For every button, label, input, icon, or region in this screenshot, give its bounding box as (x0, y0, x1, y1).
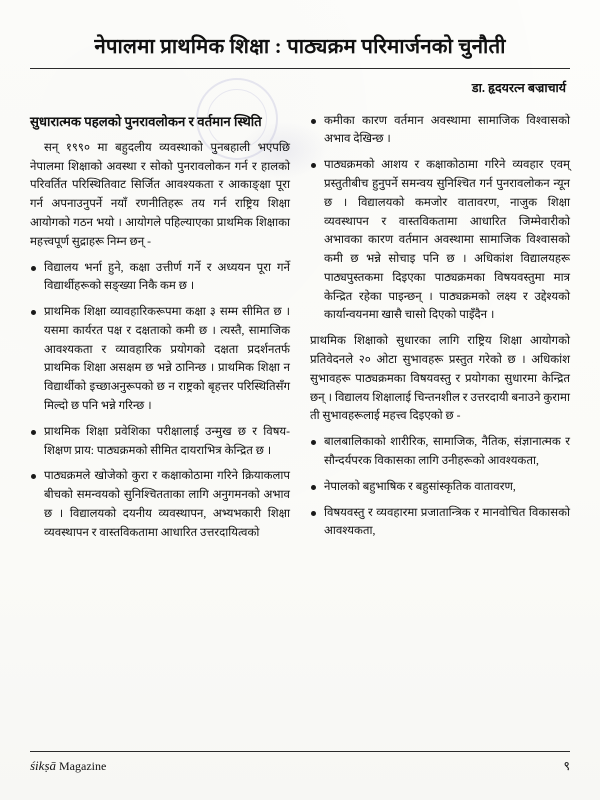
list-item: विद्यालय भर्ना हुने, कक्षा उत्तीर्ण गर्ने र अध्ययन पूरा गर्ने विद्यार्थीहरूको सङ्ख्या निकै कम छ । (30, 259, 290, 297)
intro-paragraph: सन् १९९० मा बहुदलीय व्यवस्थाको पुनबहाली भएपछि नेपालमा शिक्षाको अवस्था र सोको पुनरावलोकन गर्न र हालको परिवर्तित परिस्थितिवाट सिर्जित आवश्यकता र आकाङ्क्षा पूरा गर्न अपनाउनुपर्ने नयाँ रणनीतिहरू तय गर्न राष्ट्रिय शिक्षा आयोगको गठन भयो । आयोगले पहिल्याएका प्राथमिक शिक्षाका महत्त्वपूर्ण सुद्राहरू निम्न छन् - (30, 140, 290, 248)
list-item: पाठ्यक्रमको आशय र कक्षाकोठामा गरिने व्यवहार एवम् प्रस्तुतीबीच हुनुपर्ने समन्वय सुनिश्चित गर्न पुनरावलोकन न्यून छ । विद्यालयको कमजोर वातावरण, नाजुक शिक्षा व्यवस्थापन र वास्तविकतामा आधारित जिम्मेवारीको अभावका कारण वर्तमान अवस्थामा सामाजिक विश्वासको कमी छ भन्ने सोचाइ पनि छ । अधिकांश विद्यालयहरू पाठ्यपुस्तकमा दिइएका पाठ्यक्रमका विषयवस्तुमा मात्र केन्द्रित रहेका पाइन्छन् । पाठ्यक्रमको लक्ष्य र उद्देश्यको कार्यान्वयनमा खासै चासो दिएको पाइँदैन । (310, 156, 570, 325)
list-item: प्राथमिक शिक्षा व्यावहारिकरूपमा कक्षा ३ सम्म सीमित छ । यसमा कार्यरत पक्ष र दक्षताको कमी छ । त्यस्तै, सामाजिक आवश्यकता र व्यावहारिक प्रयोगको दक्षता प्रदर्शनतर्फ प्राथमिक शिक्षा असक्षम छ भन्ने ठानिन्छ । प्राथमिक शिक्षा न विद्यार्थीको इच्छाअनुरूपको छ न राष्ट्रको बृहत्तर परिस्थितिसँग मिल्दो छ पनि भन्ने गरिन्छ । (30, 303, 290, 416)
title-divider (30, 68, 570, 69)
section-heading: सुधारात्मक पहलको पुनरावलोकन र वर्तमान स्थिति (30, 113, 262, 129)
article-title: नेपालमा प्राथमिक शिक्षा : पाठ्यक्रम परिमार्जनको चुनौती (94, 36, 506, 58)
magazine-word: Magazine (59, 759, 107, 773)
left-bullet-list (30, 259, 290, 543)
list-item: प्राथमिक शिक्षा प्रवेशिका परीक्षालाई उन्मुख छ र विषय-शिक्षण प्राय: पाठ्यक्रमको सीमित दायराभित्र केन्द्रित छ । (30, 423, 290, 461)
article-columns (30, 112, 570, 720)
list-item: कमीका कारण वर्तमान अवस्थामा सामाजिक विश्वासको अभाव देखिन्छ । (310, 112, 570, 150)
right-column (310, 112, 570, 720)
right-bullet-list (310, 433, 570, 541)
left-column (30, 112, 290, 720)
list-item: पाठ्यक्रमले खोजेको कुरा र कक्षाकोठामा गरिने क्रियाकलाप बीचको समन्वयको सुनिश्चितताका लागि अनुगमनको अभाव छ । विद्यालयको दयनीय व्यवस्थापन, अभ्यभकारी शिक्षा व्यवस्थापन र वास्तविकतामा आधारित उत्तरदायित्वको (30, 467, 290, 542)
page-footer (30, 751, 570, 774)
footer-divider (30, 751, 570, 752)
footer-row (30, 757, 570, 774)
list-item: विषयवस्तु र व्यवहारमा प्रजातान्त्रिक र मानवोचित विकासको आवश्यकता, (310, 504, 570, 542)
page-number: ९ (563, 759, 570, 773)
author-byline: डा. हृदयरत्न बज्राचार्य (471, 80, 566, 95)
magazine-title: śikṣā (30, 758, 56, 773)
list-item: बालबालिकाको शारीरिक, सामाजिक, नैतिक, संज्ञानात्मक र सौन्दर्यपरक विकासका लागि उनीहरूको आवश्यकता, (310, 433, 570, 471)
list-item: नेपालको बहुभाषिक र बहुसांस्कृतिक वातावरण, (310, 478, 570, 497)
magazine-name (30, 758, 106, 774)
right-bullet-list-continued (310, 112, 570, 326)
body-paragraph: प्राथमिक शिक्षाको सुधारका लागि राष्ट्रिय शिक्षा आयोगको प्रतिवेदनले २० ओटा सुभावहरू प्रस्तुत गरेको छ । अधिकांश सुभावहरू पाठ्यक्रमका विषयवस्तु र प्रयोगका सुधारमा केन्द्रित छन् । विद्यालय शिक्षालाई चिन्तनशील र उत्तरदायी बनाउने कुरामा ती सुभावहरूलाई महत्त्व दिइएको छ - (310, 334, 570, 423)
